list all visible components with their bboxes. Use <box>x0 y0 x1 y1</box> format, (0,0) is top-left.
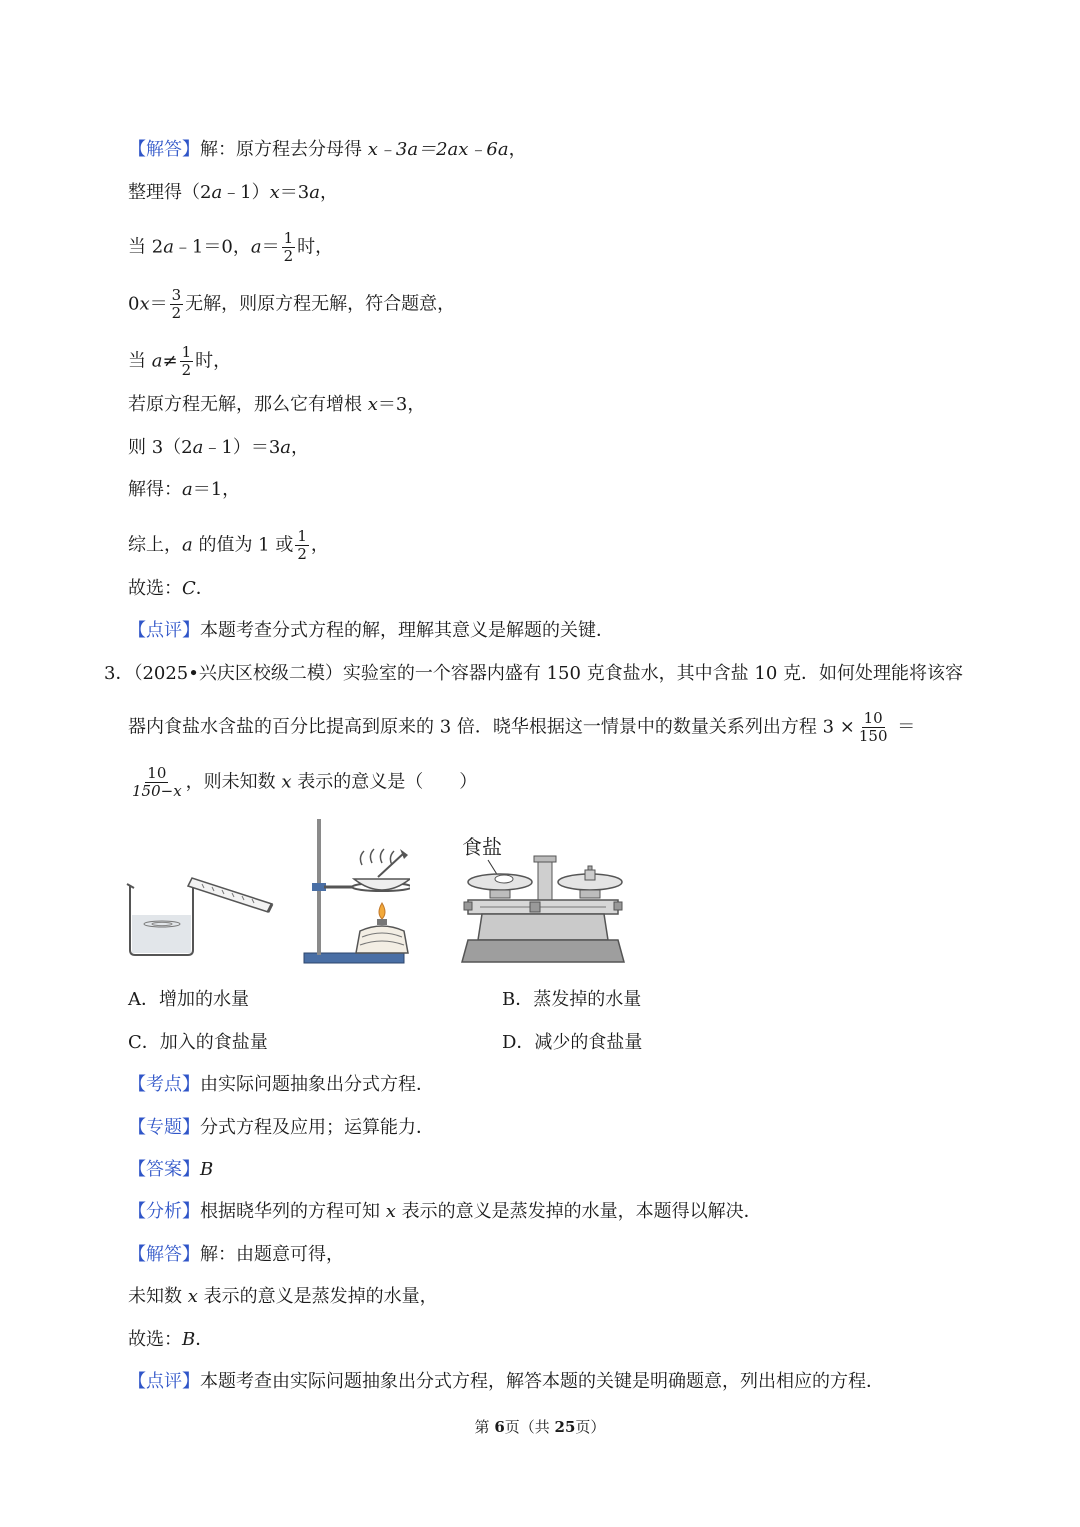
beaker-pouring-figure <box>122 860 282 960</box>
answer-line <box>128 1158 213 1182</box>
solution-line-9: 综上，a 的值为 1 或 $\frac{1}{2}$ ， <box>128 527 329 563</box>
beaker-icon <box>127 884 193 955</box>
alcohol-lamp-icon <box>356 903 408 953</box>
option-d[interactable]: D．减少的食盐量 <box>502 1032 643 1053</box>
fraction-three-halves: $\frac{3}{2}$ <box>171 286 182 322</box>
answer-tag: 【解答】 <box>128 139 200 160</box>
jieda-line-2: 未知数 x 表示的意义是蒸发掉的水量， <box>128 1286 438 1307</box>
comment-tag: 【点评】 <box>128 620 200 641</box>
daan-tag: 【答案】 <box>128 1159 200 1180</box>
evaporation-stand-figure <box>300 815 410 967</box>
fraction-one-half: $\frac{1}{2}$ <box>297 527 307 563</box>
fraction-10-over-150: $\frac{10}{150}$ <box>858 709 888 745</box>
fenxi-tag: 【分析】 <box>128 1201 200 1222</box>
dianping-tag: 【点评】 <box>128 1371 200 1392</box>
option-c[interactable]: C．加入的食盐量 <box>128 1032 268 1053</box>
evaporating-dish-icon <box>354 849 410 890</box>
fenxi-line: 【分析】根据晓华列的方程可知 x 表示的意义是蒸发掉的水量，本题得以解决． <box>128 1201 762 1222</box>
kaodian-line: 【考点】由实际问题抽象出分式方程． <box>128 1074 434 1095</box>
graduated-tube-icon <box>188 878 272 912</box>
solution-line-5: 当 a≠ $\frac{1}{2}$ 时， <box>128 343 232 379</box>
balance-scale-figure <box>460 832 626 968</box>
question-3-stem-line-1: 3．（2025•兴庆区校级二模）实验室的一个容器内盛有 150 克食盐水，其中含盐 10 克．如何处理能将该容 <box>104 663 964 684</box>
solution-line-2: 整理得（2a﹣1）x＝3a， <box>128 182 338 203</box>
solution-line-1: 【解答】解：原方程去分母得 x﹣3a＝2ax﹣6a， <box>128 139 527 160</box>
fraction-one-half: $\frac{1}{2}$ <box>283 229 294 265</box>
answer-value: B <box>200 1159 214 1180</box>
kaodian-tag: 【考点】 <box>128 1074 200 1095</box>
option-b[interactable]: B．蒸发掉的水量 <box>502 989 642 1010</box>
solution-line-3: 当 2a﹣1＝0，a＝ $\frac{1}{2}$ 时， <box>128 229 334 265</box>
dianping-line: 【点评】本题考查由实际问题抽象出分式方程，解答本题的关键是明确题意，列出相应的方程． <box>128 1371 884 1392</box>
solution-line-4: 0x＝ $\frac{3}{2}$ 无解，则原方程无解，符合题意， <box>128 286 456 322</box>
option-a[interactable]: A．增加的水量 <box>128 989 249 1010</box>
fraction-10-over-150-minus-x: $\frac{10}{150-x}$ <box>132 764 182 800</box>
question-3-stem-line-2: 器内食盐水含盐的百分比提高到原来的 3 倍．晓华根据这一情景中的数量关系列出方程 3 × $\frac{10}{150}$ ＝ <box>128 709 916 745</box>
salt-label: 食盐 <box>462 835 502 859</box>
jieda-tag: 【解答】 <box>128 1244 200 1265</box>
total-pages: 25 <box>554 1418 576 1436</box>
comment-line: 【点评】本题考查分式方程的解，理解其意义是解题的关键． <box>128 620 614 641</box>
page-footer: 第 6页（共 25页） <box>474 1418 606 1436</box>
zhuanti-line: 【专题】分式方程及应用；运算能力． <box>128 1117 434 1138</box>
page-number: 6 <box>494 1418 505 1436</box>
jieda-line-1: 【解答】解：由题意可得， <box>128 1244 344 1265</box>
solution-line-6: 若原方程无解，那么它有增根 x＝3， <box>128 394 426 415</box>
solution-line-7: 则 3（2a﹣1）＝3a， <box>128 437 310 458</box>
jieda-line-3: 故选：B． <box>128 1329 214 1350</box>
solution-line-10: 故选：C． <box>128 578 214 599</box>
fraction-one-half: $\frac{1}{2}$ <box>181 343 192 379</box>
zhuanti-tag: 【专题】 <box>128 1117 200 1138</box>
solution-line-8: 解得：a＝1， <box>128 479 241 500</box>
question-3-stem-line-3: $\frac{10}{150-x}$ ，则未知数 x 表示的意义是（ ） <box>132 764 478 800</box>
balance-scale-icon <box>462 856 624 962</box>
